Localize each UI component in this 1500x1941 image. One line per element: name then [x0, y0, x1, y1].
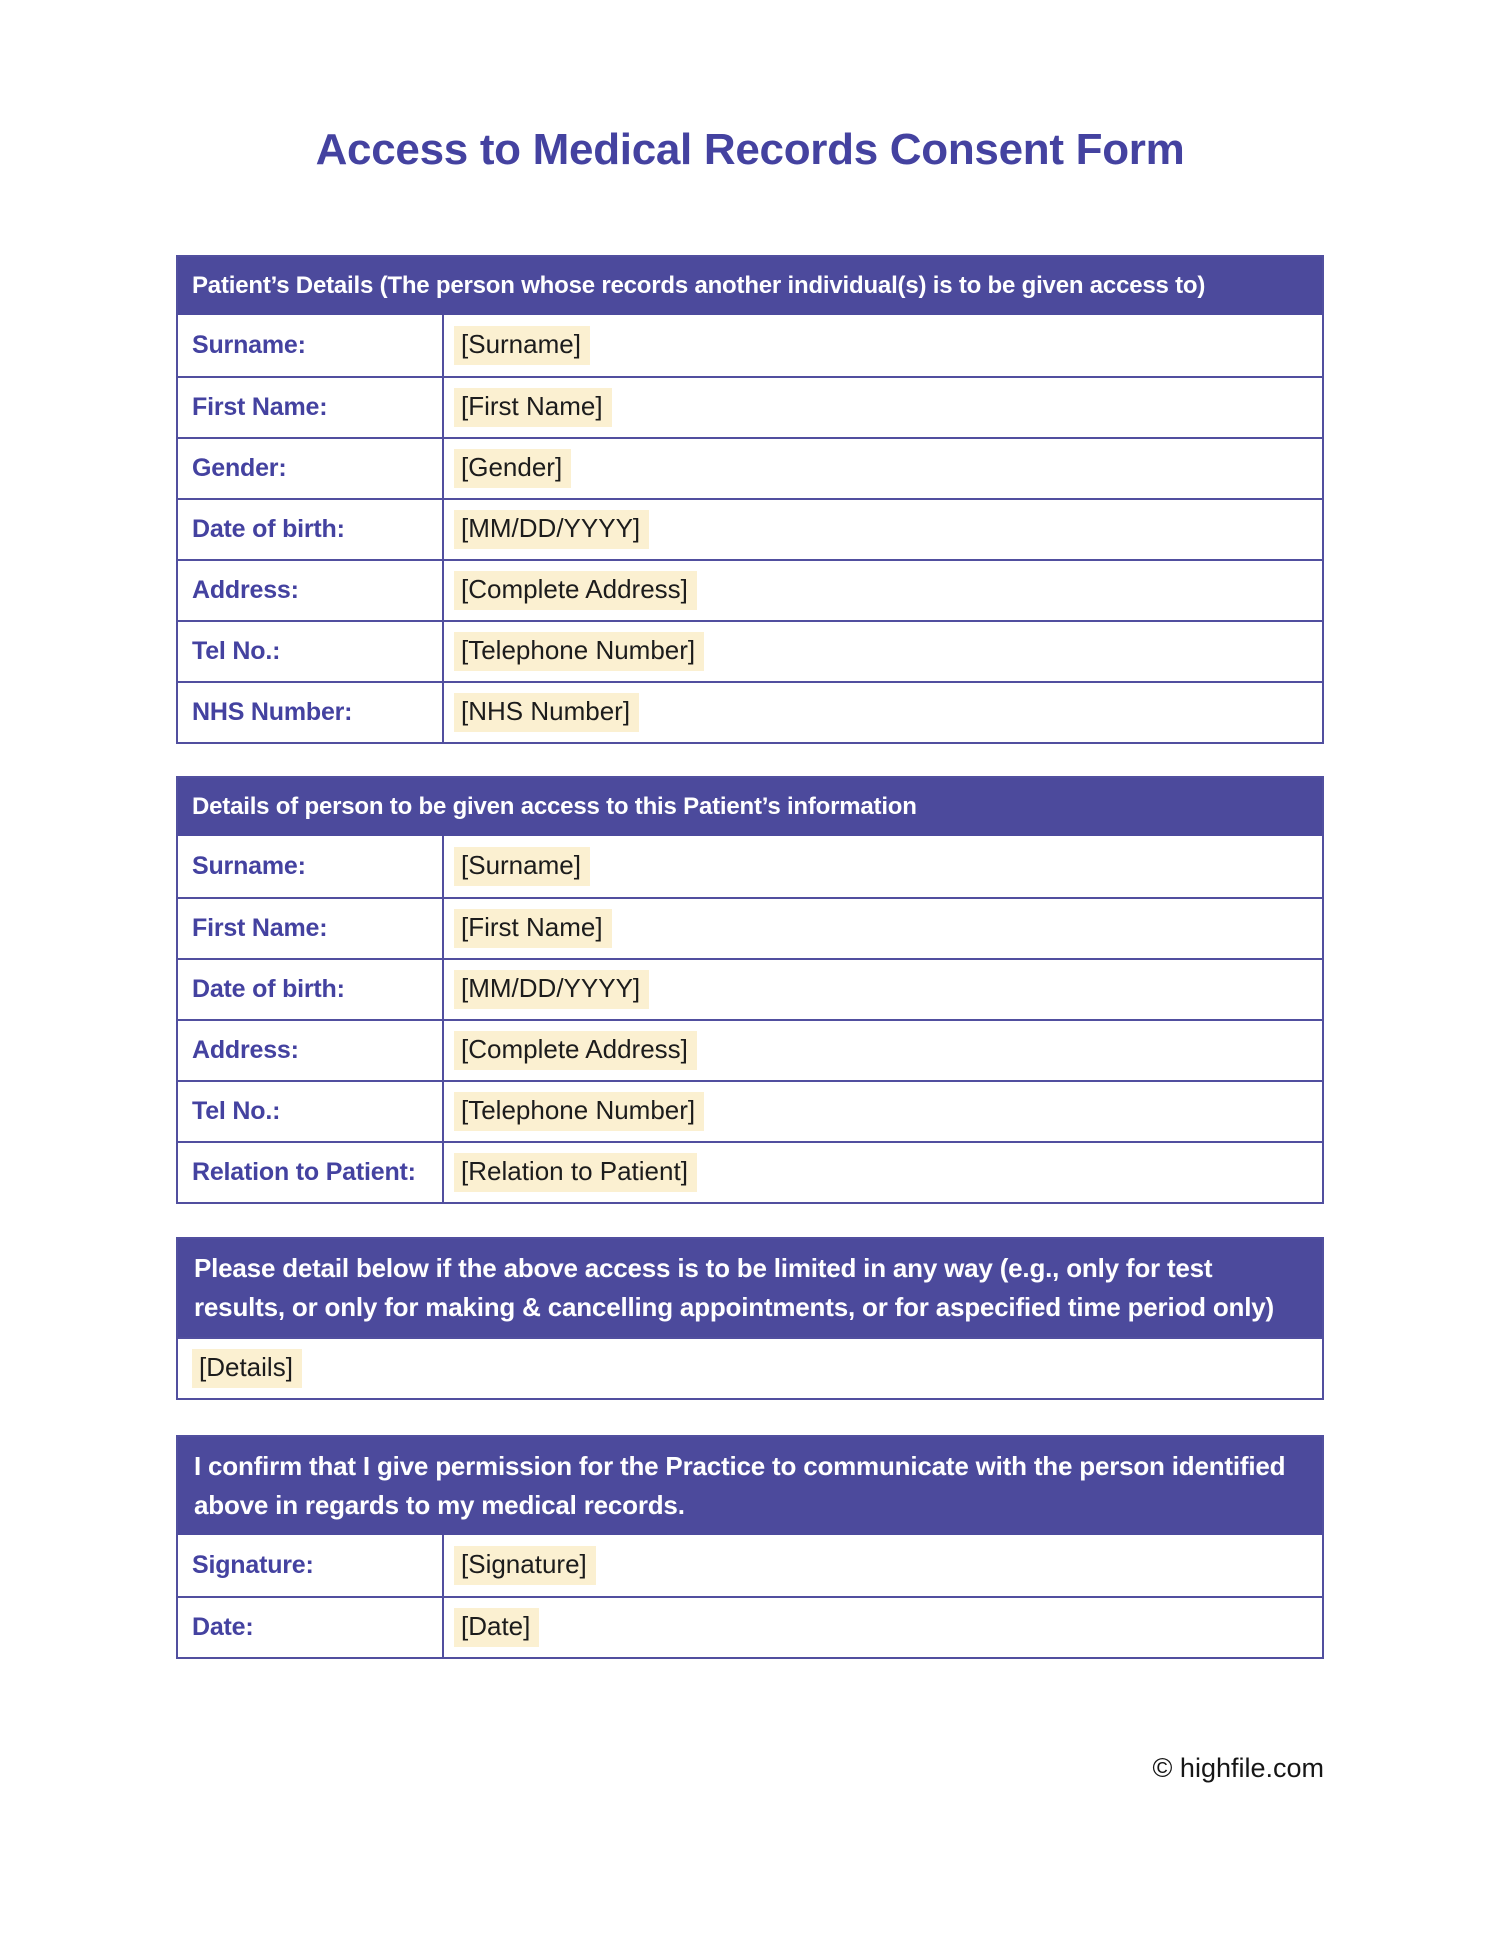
form-row	[178, 836, 1322, 897]
form-row	[178, 1535, 1322, 1596]
field-label: Relation to Patient:	[178, 1143, 444, 1202]
field-label: Surname:	[178, 315, 444, 376]
field-label: Date of birth:	[178, 960, 444, 1019]
form-rows	[178, 315, 1322, 742]
form-row	[178, 315, 1322, 376]
form-row	[178, 681, 1322, 742]
field-value-cell	[444, 439, 1322, 498]
field-label: First Name:	[178, 378, 444, 437]
field-value[interactable]: [Signature]	[454, 1546, 596, 1585]
field-label: Address:	[178, 1021, 444, 1080]
field-value[interactable]: [Gender]	[454, 449, 571, 488]
section-access-limitations	[176, 1237, 1324, 1400]
field-value[interactable]: [MM/DD/YYYY]	[454, 510, 649, 549]
form-rows	[178, 836, 1322, 1202]
field-value-cell	[444, 836, 1322, 897]
field-value-cell	[444, 1021, 1322, 1080]
field-value-cell	[444, 561, 1322, 620]
field-value[interactable]: [Telephone Number]	[454, 1092, 704, 1131]
section-header: Please detail below if the above access is to be limited in any way (e.g., only for test results, or only for making & cancelling appointments, or for aspecified time period only)	[178, 1239, 1322, 1337]
form-row	[178, 1596, 1322, 1657]
field-value-cell	[444, 683, 1322, 742]
details-field-value[interactable]: [Details]	[192, 1349, 302, 1388]
section-access-person-details	[176, 776, 1324, 1204]
section-header: Details of person to be given access to this Patient’s information	[178, 778, 1322, 836]
field-label: Date:	[178, 1598, 444, 1657]
field-label: Date of birth:	[178, 500, 444, 559]
field-value-cell	[444, 1082, 1322, 1141]
page-title: Access to Medical Records Consent Form	[315, 125, 1185, 174]
form-row	[178, 376, 1322, 437]
details-row	[178, 1337, 1322, 1398]
field-value-cell	[444, 315, 1322, 376]
field-label: Tel No.:	[178, 1082, 444, 1141]
form-row	[178, 1080, 1322, 1141]
field-value-cell	[444, 622, 1322, 681]
field-label: First Name:	[178, 899, 444, 958]
field-value[interactable]: [Telephone Number]	[454, 632, 704, 671]
field-value[interactable]: [Complete Address]	[454, 1031, 697, 1070]
field-label: Signature:	[178, 1535, 444, 1596]
field-value-cell	[444, 1143, 1322, 1202]
field-value-cell	[444, 960, 1322, 1019]
field-value[interactable]: [Date]	[454, 1608, 539, 1647]
field-value-cell	[444, 1598, 1322, 1657]
form-row	[178, 437, 1322, 498]
field-label: Address:	[178, 561, 444, 620]
field-value-cell	[444, 899, 1322, 958]
footer-credit: © highfile.com	[1152, 1753, 1324, 1783]
form-rows	[178, 1535, 1322, 1657]
field-value[interactable]: [NHS Number]	[454, 693, 639, 732]
field-value-cell	[444, 378, 1322, 437]
field-label: Gender:	[178, 439, 444, 498]
field-label: Surname:	[178, 836, 444, 897]
form-row	[178, 1019, 1322, 1080]
field-value[interactable]: [Surname]	[454, 326, 590, 365]
field-value[interactable]: [Complete Address]	[454, 571, 697, 610]
field-label: NHS Number:	[178, 683, 444, 742]
field-value[interactable]: [Relation to Patient]	[454, 1153, 697, 1192]
section-confirmation	[176, 1435, 1324, 1659]
field-label: Tel No.:	[178, 622, 444, 681]
field-value-cell	[444, 1535, 1322, 1596]
field-value[interactable]: [First Name]	[454, 388, 612, 427]
section-header: Patient’s Details (The person whose records another individual(s) is to be given access to)	[178, 257, 1322, 315]
section-patient-details	[176, 255, 1324, 744]
form-row	[178, 559, 1322, 620]
field-value[interactable]: [First Name]	[454, 909, 612, 948]
form-row	[178, 498, 1322, 559]
field-value[interactable]: [Surname]	[454, 847, 590, 886]
field-value-cell	[444, 500, 1322, 559]
field-value[interactable]: [MM/DD/YYYY]	[454, 970, 649, 1009]
section-header: I confirm that I give permission for the Practice to communicate with the person identified above in regards to my medical records.	[178, 1437, 1322, 1535]
form-row	[178, 897, 1322, 958]
form-row	[178, 1141, 1322, 1202]
form-row	[178, 958, 1322, 1019]
form-row	[178, 620, 1322, 681]
